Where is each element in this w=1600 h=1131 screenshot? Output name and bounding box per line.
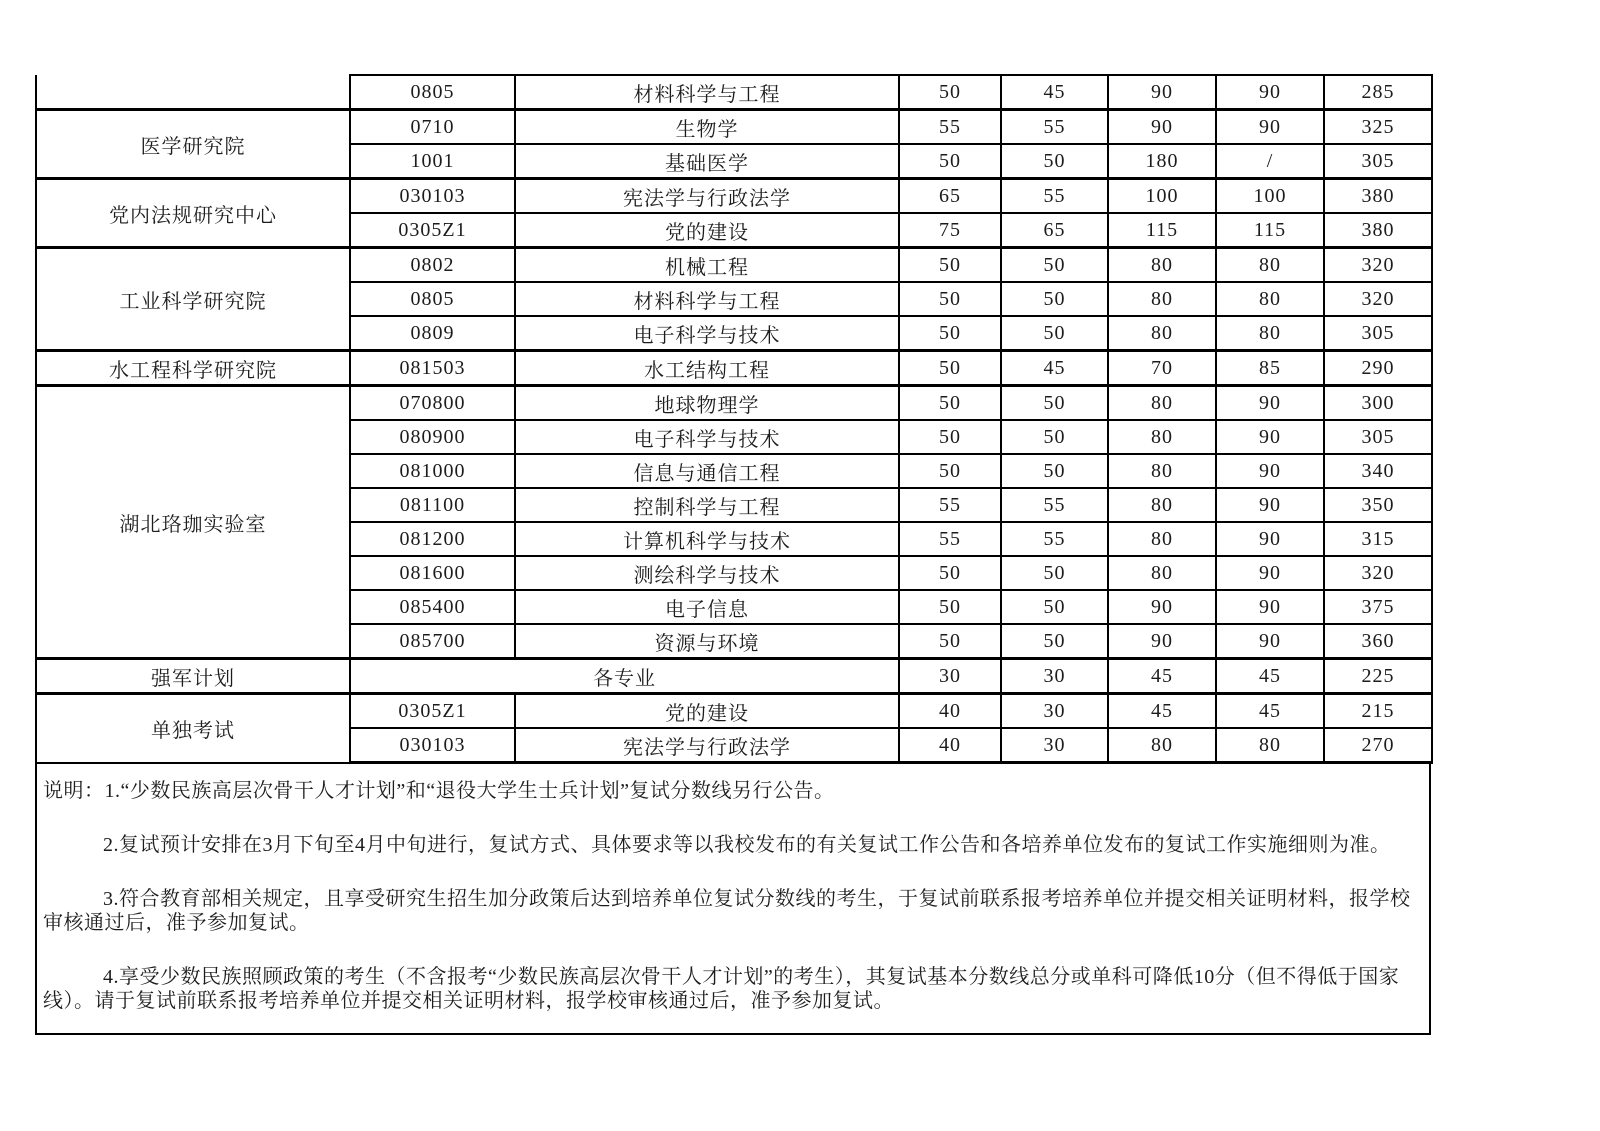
- code-cell: 081000: [350, 454, 515, 488]
- score-cell: 50: [1001, 420, 1108, 454]
- score-cell: 350: [1324, 488, 1432, 522]
- score-cell: 225: [1324, 659, 1432, 694]
- code-cell: 085700: [350, 624, 515, 659]
- score-cell: 50: [1001, 624, 1108, 659]
- score-cell: 50: [899, 386, 1001, 421]
- score-cell: 305: [1324, 316, 1432, 351]
- score-cell: 50: [1001, 386, 1108, 421]
- score-cell: 80: [1216, 282, 1324, 316]
- score-cell: 50: [899, 316, 1001, 351]
- table-row: [36, 694, 1432, 729]
- note-paragraph-1: 说明：1.“少数民族高层次骨干人才计划”和“退役大学生士兵计划”复试分数线另行公告。: [43, 780, 835, 802]
- score-cell: 80: [1108, 282, 1216, 316]
- score-cell: 50: [899, 75, 1001, 110]
- major-cell: 信息与通信工程: [515, 454, 899, 488]
- score-cell: 50: [1001, 144, 1108, 179]
- score-cell: 50: [899, 556, 1001, 590]
- score-cell: 100: [1108, 179, 1216, 214]
- score-cell: 45: [1216, 659, 1324, 694]
- score-cell: 80: [1108, 488, 1216, 522]
- score-cell: 50: [1001, 454, 1108, 488]
- major-cell: 水工结构工程: [515, 351, 899, 386]
- major-cell: 党的建设: [515, 694, 899, 729]
- major-cell: 电子科学与技术: [515, 420, 899, 454]
- score-cell: 50: [899, 624, 1001, 659]
- score-cell: 45: [1108, 694, 1216, 729]
- score-cell: 360: [1324, 624, 1432, 659]
- code-cell: 0710: [350, 110, 515, 145]
- score-cell: 40: [899, 694, 1001, 729]
- table-row: [36, 110, 1432, 145]
- score-cell: 55: [899, 488, 1001, 522]
- score-cell: 80: [1216, 248, 1324, 283]
- score-cell: 45: [1001, 75, 1108, 110]
- score-cell: 380: [1324, 179, 1432, 214]
- unit-cell: 水工程科学研究院: [36, 351, 350, 386]
- major-cell: 测绘科学与技术: [515, 556, 899, 590]
- score-cell: 90: [1108, 75, 1216, 110]
- code-cell: 081200: [350, 522, 515, 556]
- score-cell: 30: [899, 659, 1001, 694]
- score-cell: 80: [1108, 556, 1216, 590]
- score-cell: 50: [899, 420, 1001, 454]
- score-cell: 90: [1216, 624, 1324, 659]
- unit-cell: 工业科学研究院: [36, 248, 350, 351]
- table-row: [36, 179, 1432, 214]
- score-cell: 45: [1216, 694, 1324, 729]
- score-cell: 320: [1324, 248, 1432, 283]
- code-cell: 070800: [350, 386, 515, 421]
- score-cell: 315: [1324, 522, 1432, 556]
- table-row: [36, 351, 1432, 386]
- score-cell: 45: [1108, 659, 1216, 694]
- score-cell: 50: [899, 144, 1001, 179]
- score-cell: 50: [899, 351, 1001, 386]
- code-cell: 081503: [350, 351, 515, 386]
- score-cell: 30: [1001, 659, 1108, 694]
- score-cell: 55: [1001, 488, 1108, 522]
- score-cell: 380: [1324, 213, 1432, 248]
- score-cell: 90: [1216, 420, 1324, 454]
- score-cell: /: [1216, 144, 1324, 179]
- score-cell: 90: [1216, 590, 1324, 624]
- score-cell: 80: [1216, 728, 1324, 763]
- score-cell: 70: [1108, 351, 1216, 386]
- merged-major-cell: 各专业: [350, 659, 899, 694]
- major-cell: 计算机科学与技术: [515, 522, 899, 556]
- note-paragraph-3: 3.符合教育部相关规定，且享受研究生招生加分政策后达到培养单位复试分数线的考生，于复试前联系报考培养单位并提交相关证明材料，报学校审核通过后，准予参加复试。: [43, 888, 1411, 934]
- code-cell: 0809: [350, 316, 515, 351]
- score-cell: 90: [1216, 386, 1324, 421]
- score-cell: 85: [1216, 351, 1324, 386]
- document-page: [35, 74, 1431, 1035]
- table-row: [36, 248, 1432, 283]
- score-cell: 90: [1108, 624, 1216, 659]
- score-table: [35, 74, 1433, 764]
- score-cell: 320: [1324, 282, 1432, 316]
- code-cell: 030103: [350, 179, 515, 214]
- unit-cell: 湖北珞珈实验室: [36, 386, 350, 659]
- unit-cell: 强军计划: [36, 659, 350, 694]
- unit-cell: 党内法规研究中心: [36, 179, 350, 248]
- score-cell: 290: [1324, 351, 1432, 386]
- major-cell: 控制科学与工程: [515, 488, 899, 522]
- score-cell: 90: [1108, 110, 1216, 145]
- major-cell: 党的建设: [515, 213, 899, 248]
- table-row: [36, 386, 1432, 421]
- code-cell: 081600: [350, 556, 515, 590]
- score-cell: 90: [1216, 110, 1324, 145]
- major-cell: 宪法学与行政法学: [515, 728, 899, 763]
- code-cell: 080900: [350, 420, 515, 454]
- score-cell: 340: [1324, 454, 1432, 488]
- major-cell: 生物学: [515, 110, 899, 145]
- notes-box: [35, 764, 1431, 1035]
- score-cell: 90: [1216, 488, 1324, 522]
- code-cell: 0802: [350, 248, 515, 283]
- score-cell: 300: [1324, 386, 1432, 421]
- score-cell: 50: [899, 282, 1001, 316]
- score-cell: 90: [1216, 522, 1324, 556]
- major-cell: 基础医学: [515, 144, 899, 179]
- score-cell: 80: [1108, 386, 1216, 421]
- score-cell: 55: [1001, 110, 1108, 145]
- score-cell: 50: [1001, 590, 1108, 624]
- score-cell: 30: [1001, 728, 1108, 763]
- score-cell: 55: [1001, 522, 1108, 556]
- score-cell: 80: [1108, 728, 1216, 763]
- score-cell: 325: [1324, 110, 1432, 145]
- code-cell: 0305Z1: [350, 213, 515, 248]
- score-cell: 30: [1001, 694, 1108, 729]
- major-cell: 电子信息: [515, 590, 899, 624]
- code-cell: 0305Z1: [350, 694, 515, 729]
- note-paragraph-2: 2.复试预计安排在3月下旬至4月中旬进行，复试方式、具体要求等以我校发布的有关复试工作公告和各培养单位发布的复试工作实施细则为准。: [103, 834, 1391, 856]
- score-cell: 80: [1108, 248, 1216, 283]
- score-cell: 270: [1324, 728, 1432, 763]
- score-cell: 375: [1324, 590, 1432, 624]
- score-cell: 55: [1001, 179, 1108, 214]
- score-cell: 50: [1001, 316, 1108, 351]
- score-cell: 75: [899, 213, 1001, 248]
- code-cell: 0805: [350, 75, 515, 110]
- score-cell: 90: [1216, 75, 1324, 110]
- score-cell: 115: [1108, 213, 1216, 248]
- score-cell: 320: [1324, 556, 1432, 590]
- note-paragraph-4: 4.享受少数民族照顾政策的考生（不含报考“少数民族高层次骨干人才计划”的考生），其复试基本分数线总分或单科可降低10分（但不得低于国家线）。请于复试前联系报考培养单位并提交相关证明材料，报学校审核通过后，准予参加复试。: [43, 966, 1400, 1012]
- score-cell: 50: [899, 454, 1001, 488]
- code-cell: 030103: [350, 728, 515, 763]
- unit-cell: 单独考试: [36, 694, 350, 763]
- unit-cell: 医学研究院: [36, 110, 350, 179]
- score-cell: 50: [899, 590, 1001, 624]
- table-row: [36, 659, 1432, 694]
- major-cell: 机械工程: [515, 248, 899, 283]
- major-cell: 宪法学与行政法学: [515, 179, 899, 214]
- score-cell: 40: [899, 728, 1001, 763]
- score-cell: 50: [1001, 556, 1108, 590]
- major-cell: 资源与环境: [515, 624, 899, 659]
- major-cell: 材料科学与工程: [515, 282, 899, 316]
- score-cell: 100: [1216, 179, 1324, 214]
- code-cell: 1001: [350, 144, 515, 179]
- code-cell: 0805: [350, 282, 515, 316]
- major-cell: 地球物理学: [515, 386, 899, 421]
- code-cell: 081100: [350, 488, 515, 522]
- score-cell: 285: [1324, 75, 1432, 110]
- table-row: [36, 75, 1432, 110]
- score-cell: 305: [1324, 144, 1432, 179]
- score-cell: 50: [899, 248, 1001, 283]
- score-cell: 80: [1108, 420, 1216, 454]
- score-cell: 90: [1108, 590, 1216, 624]
- score-cell: 215: [1324, 694, 1432, 729]
- score-cell: 90: [1216, 556, 1324, 590]
- major-cell: 材料科学与工程: [515, 75, 899, 110]
- score-cell: 65: [899, 179, 1001, 214]
- score-cell: 115: [1216, 213, 1324, 248]
- score-cell: 55: [899, 110, 1001, 145]
- score-cell: 80: [1216, 316, 1324, 351]
- score-cell: 65: [1001, 213, 1108, 248]
- score-cell: 180: [1108, 144, 1216, 179]
- score-cell: 80: [1108, 316, 1216, 351]
- score-cell: 305: [1324, 420, 1432, 454]
- code-cell: 085400: [350, 590, 515, 624]
- score-cell: 50: [1001, 248, 1108, 283]
- major-cell: 电子科学与技术: [515, 316, 899, 351]
- score-cell: 80: [1108, 454, 1216, 488]
- score-cell: 80: [1108, 522, 1216, 556]
- score-cell: 55: [899, 522, 1001, 556]
- unit-cell: [36, 75, 350, 110]
- score-cell: 45: [1001, 351, 1108, 386]
- score-cell: 50: [1001, 282, 1108, 316]
- score-cell: 90: [1216, 454, 1324, 488]
